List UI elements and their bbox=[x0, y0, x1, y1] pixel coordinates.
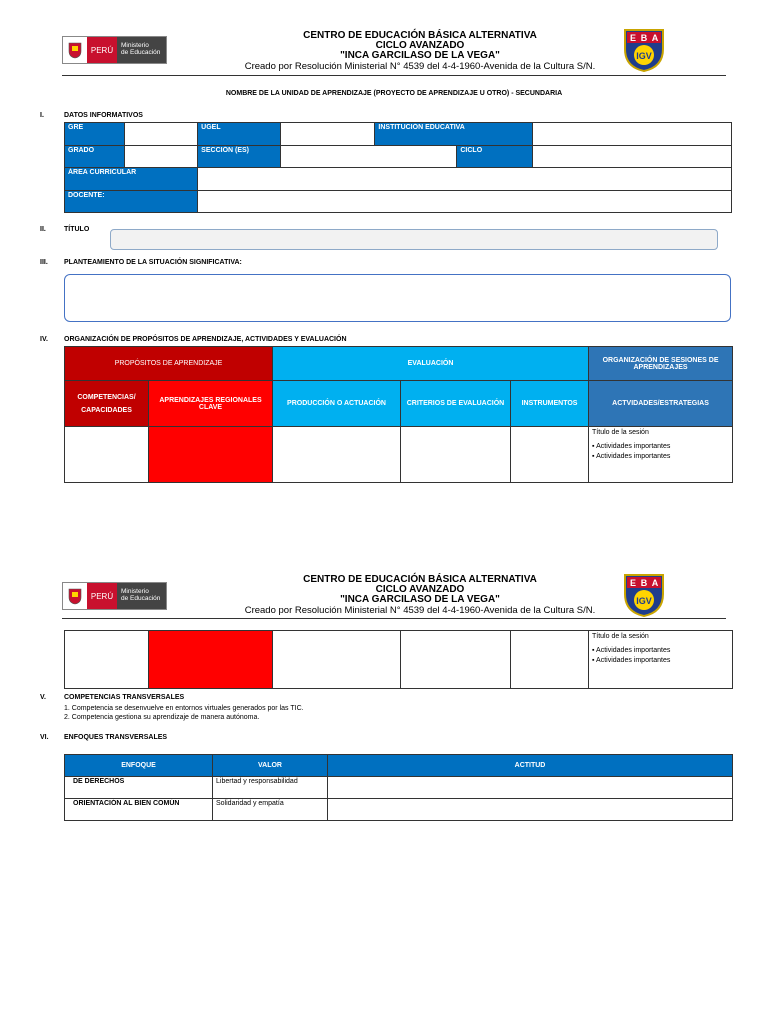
cell-instrumentos[interactable] bbox=[511, 427, 589, 483]
valor-cell: Libertad y responsabilidad bbox=[213, 777, 328, 799]
header-line4: Creado por Resolución Ministerial N° 4539 del 4-4-1960-Avenida de la Cultura S/N. bbox=[244, 605, 596, 616]
competencias-list bbox=[64, 704, 304, 722]
school-header-2 bbox=[200, 575, 640, 616]
minedu-logo bbox=[62, 36, 167, 64]
organizacion-table bbox=[64, 346, 733, 483]
sesion-title: Título de la sesión bbox=[592, 429, 649, 436]
section-2-title: TÍTULO bbox=[64, 226, 90, 233]
actitud-cell[interactable] bbox=[328, 777, 733, 799]
field-seccion[interactable] bbox=[281, 146, 457, 168]
header-valor: VALOR bbox=[213, 755, 328, 777]
label-area: ÁREA CURRICULAR bbox=[65, 168, 198, 191]
peru-label: PERÚ bbox=[87, 583, 117, 609]
cell-instrumentos[interactable] bbox=[511, 631, 589, 689]
header-evaluacion: EVALUACIÓN bbox=[273, 347, 589, 381]
header-propositos: PROPÓSITOS DE APRENDIZAJE bbox=[65, 347, 273, 381]
section-3-title: PLANTEAMIENTO DE LA SITUACIÓN SIGNIFICATIVA: bbox=[64, 259, 242, 266]
svg-text:B: B bbox=[640, 578, 648, 588]
header-line2: CICLO AVANZADO bbox=[375, 584, 465, 595]
header-actividades: ACTVIDADES/ESTRATEGIAS bbox=[589, 381, 733, 427]
enfoques-table bbox=[64, 754, 733, 821]
cell-competencias[interactable] bbox=[65, 631, 149, 689]
header-line3: "INCA GARCILASO DE LA VEGA" bbox=[340, 50, 500, 61]
header-divider-2 bbox=[62, 618, 726, 619]
header-line1: CENTRO DE EDUCACIÓN BÁSICA ALTERNATIVA bbox=[303, 574, 537, 585]
svg-text:A: A bbox=[651, 578, 659, 588]
svg-text:A: A bbox=[651, 33, 659, 43]
school-header bbox=[200, 31, 640, 72]
cell-criterios[interactable] bbox=[401, 427, 511, 483]
document-title: NOMBRE DE LA UNIDAD DE APRENDIZAJE (PROYECTO DE APRENDIZAJE U OTRO) - SECUNDARIA bbox=[225, 90, 563, 97]
svg-text:IGV: IGV bbox=[636, 51, 652, 61]
table-row bbox=[65, 799, 733, 821]
svg-text:IGV: IGV bbox=[636, 596, 652, 606]
activity-item: ▪ Actividades importantes bbox=[592, 443, 671, 450]
ministerio-label: Ministerio de Educación bbox=[117, 37, 166, 63]
section-5-title: COMPETENCIAS TRANSVERSALES bbox=[64, 694, 185, 701]
activity-item: ▪ Actividades importantes bbox=[592, 453, 671, 460]
header-criterios: CRITERIOS DE EVALUACIÓN bbox=[401, 381, 511, 427]
ministerio-label: Ministerio de Educación bbox=[117, 583, 166, 609]
peru-label: PERÚ bbox=[87, 37, 117, 63]
field-ciclo[interactable] bbox=[533, 146, 732, 168]
header-line1: CENTRO DE EDUCACIÓN BÁSICA ALTERNATIVA bbox=[303, 30, 537, 41]
label-institucion: INSTITUCIÓN EDUCATIVA bbox=[375, 123, 533, 146]
cell-produccion[interactable] bbox=[273, 631, 401, 689]
actitud-cell[interactable] bbox=[328, 799, 733, 821]
eba-crest-icon bbox=[622, 27, 666, 73]
label-ugel: UGEL bbox=[198, 123, 281, 146]
section-6-title: ENFOQUES TRANSVERSALES bbox=[64, 734, 168, 741]
header-actitud: ACTITUD bbox=[328, 755, 733, 777]
field-institucion[interactable] bbox=[533, 123, 732, 146]
header-instrumentos: INSTRUMENTOS bbox=[511, 381, 589, 427]
cell-criterios[interactable] bbox=[401, 631, 511, 689]
datos-table bbox=[64, 122, 732, 213]
situacion-input[interactable] bbox=[64, 274, 731, 322]
enfoque-cell: ORIENTACIÓN AL BIEN COMÚN bbox=[65, 799, 213, 821]
svg-text:E: E bbox=[629, 33, 637, 43]
label-docente: DOCENTE: bbox=[65, 191, 198, 213]
field-gre[interactable] bbox=[125, 123, 198, 146]
enfoque-cell: DE DERECHOS bbox=[65, 777, 213, 799]
label-seccion: SECCIÓN (ES) bbox=[198, 146, 281, 168]
header-enfoque: ENFOQUE bbox=[65, 755, 213, 777]
svg-text:E: E bbox=[629, 578, 637, 588]
header-produccion: PRODUCCIÓN O ACTUACIÓN bbox=[273, 381, 401, 427]
label-grado: GRADO bbox=[65, 146, 125, 168]
section-4-number: IV. bbox=[40, 336, 48, 343]
peru-shield-icon bbox=[63, 37, 87, 63]
field-docente[interactable] bbox=[198, 191, 732, 213]
cell-aprendizajes[interactable] bbox=[149, 631, 273, 689]
header-competencias: COMPETENCIAS/ CAPACIDADES bbox=[65, 381, 149, 427]
field-grado[interactable] bbox=[125, 146, 198, 168]
peru-shield-icon bbox=[63, 583, 87, 609]
cell-produccion[interactable] bbox=[273, 427, 401, 483]
organizacion-table-cont bbox=[64, 630, 733, 689]
svg-text:B: B bbox=[640, 33, 648, 43]
sesion-title: Título de la sesión bbox=[592, 633, 649, 640]
label-gre: GRE bbox=[65, 123, 125, 146]
section-1-number: I. bbox=[40, 112, 44, 119]
activity-item: ▪ Actividades importantes bbox=[592, 647, 671, 654]
header-aprendizajes: APRENDIZAJES REGIONALES CLAVE bbox=[149, 381, 273, 427]
header-sesiones: ORGANIZACIÓN DE SESIONES DE APRENDIZAJES bbox=[589, 347, 733, 381]
list-item: 1. Competencia se desenvuelve en entornos virtuales generados por las TIC. bbox=[64, 705, 304, 712]
eba-crest-icon bbox=[622, 572, 666, 618]
minedu-logo-2 bbox=[62, 582, 167, 610]
cell-actividades[interactable] bbox=[589, 631, 733, 689]
table-row bbox=[65, 777, 733, 799]
header-line3: "INCA GARCILASO DE LA VEGA" bbox=[340, 594, 500, 605]
header-divider bbox=[62, 75, 726, 76]
cell-aprendizajes[interactable] bbox=[149, 427, 273, 483]
section-4-title: ORGANIZACIÓN DE PROPÓSITOS DE APRENDIZAJE, ACTIVIDADES Y EVALUACIÓN bbox=[64, 336, 347, 343]
section-1-title: DATOS INFORMATIVOS bbox=[64, 112, 143, 119]
cell-competencias[interactable] bbox=[65, 427, 149, 483]
section-6-number: VI. bbox=[40, 734, 49, 741]
section-2-number: II. bbox=[40, 226, 46, 233]
header-line2: CICLO AVANZADO bbox=[375, 40, 465, 51]
cell-actividades[interactable] bbox=[589, 427, 733, 483]
header-line4: Creado por Resolución Ministerial N° 4539 del 4-4-1960-Avenida de la Cultura S/N. bbox=[244, 61, 596, 72]
section-5-number: V. bbox=[40, 694, 46, 701]
section-3-number: III. bbox=[40, 259, 48, 266]
label-ciclo: CICLO bbox=[457, 146, 533, 168]
list-item: 2. Competencia gestiona su aprendizaje de manera autónoma. bbox=[64, 714, 260, 721]
titulo-input[interactable] bbox=[110, 229, 718, 250]
field-area[interactable] bbox=[198, 168, 732, 191]
field-ugel[interactable] bbox=[281, 123, 375, 146]
valor-cell: Solidaridad y empatía bbox=[213, 799, 328, 821]
activity-item: ▪ Actividades importantes bbox=[592, 657, 671, 664]
